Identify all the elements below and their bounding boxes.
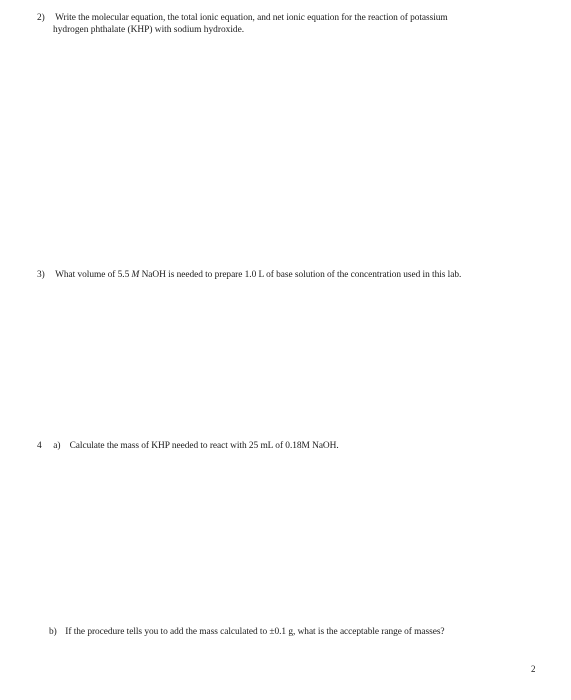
question-4a-text: Calculate the mass of KHP needed to react with 25 mL of 0.18M NaOH. [69, 441, 339, 451]
question-2-number: 2) [37, 13, 45, 23]
question-3 [37, 269, 461, 281]
question-4b-text: If the procedure tells you to add the mass calculated to ±0.1 g, what is the acceptable range of masses? [65, 627, 445, 637]
question-4a-part: a) [53, 441, 61, 451]
question-3-text-start: What volume of 5.5 [55, 270, 132, 280]
question-3-number: 3) [37, 270, 45, 280]
question-2-text-line2: hydrogen phthalate (KHP) with sodium hydroxide. [53, 25, 245, 35]
question-4b-part: b) [49, 627, 57, 637]
page-number: 2 [531, 664, 536, 674]
question-4a [37, 440, 339, 452]
question-4-number: 4 [37, 441, 42, 451]
question-2 [37, 12, 448, 24]
question-4b [49, 626, 445, 638]
question-3-molarity-symbol: M [131, 270, 140, 280]
question-2-text-line1: Write the molecular equation, the total ionic equation, and net ionic equation for the reaction of potassium [55, 13, 448, 23]
question-3-text-end: NaOH is needed to prepare 1.0 L of base solution of the concentration used in this lab. [139, 270, 462, 280]
